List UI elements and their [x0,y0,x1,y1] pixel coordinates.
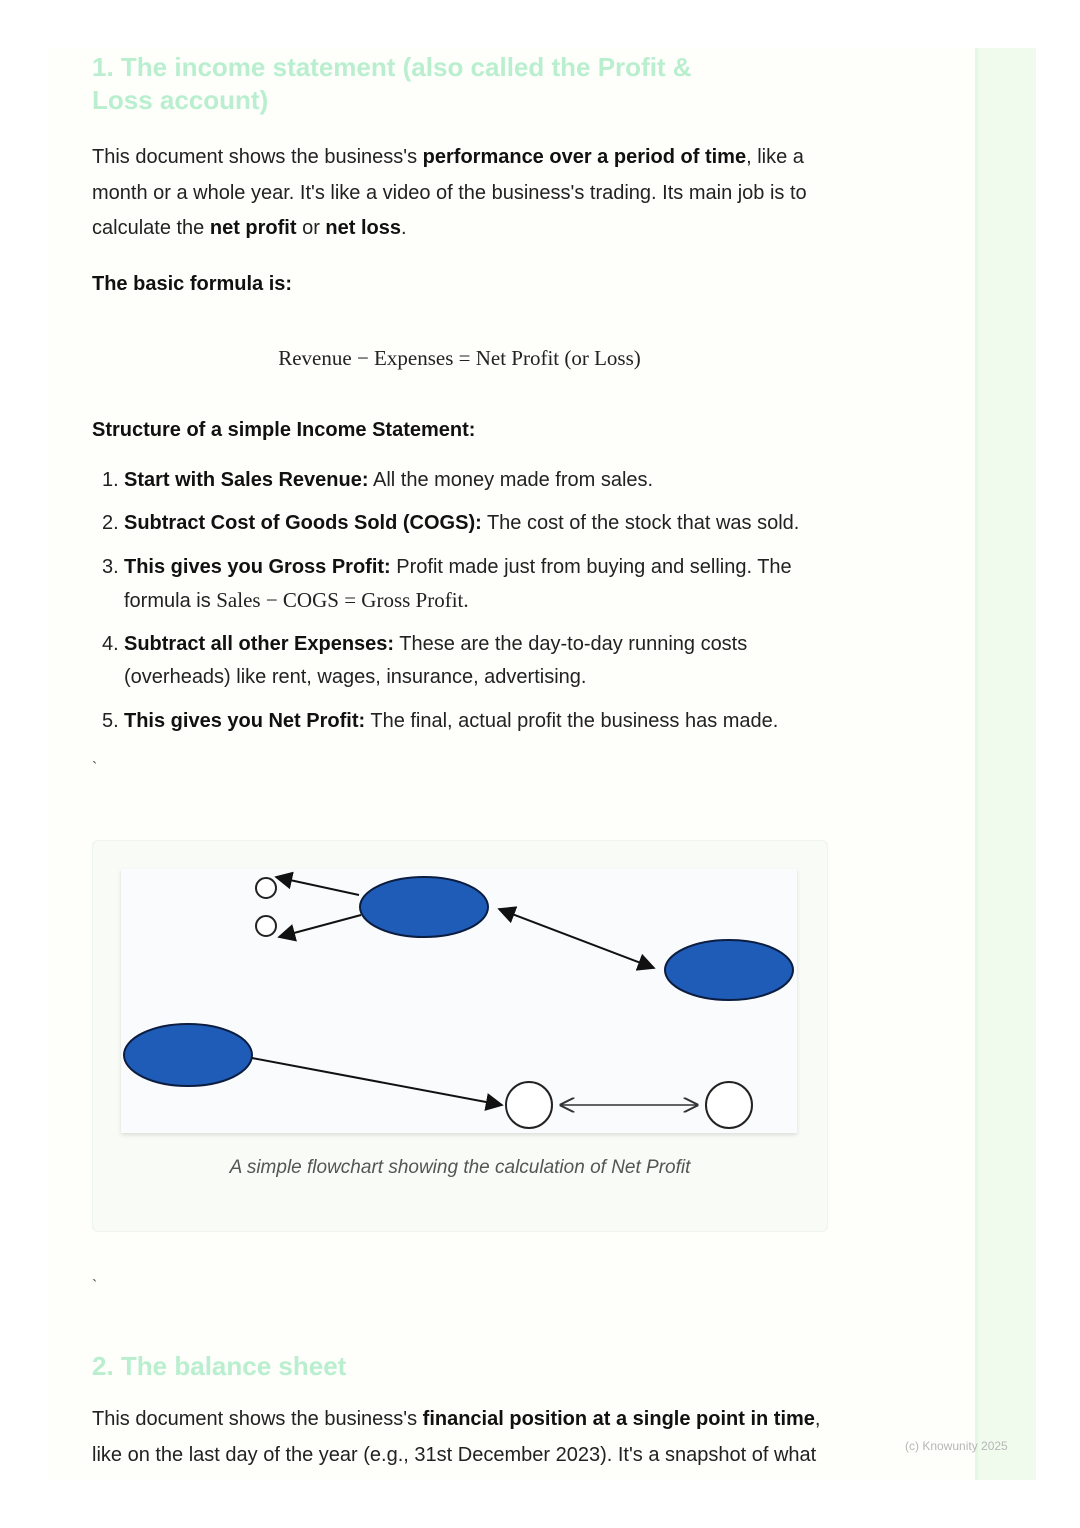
income-statement-intro: This document shows the business's performance over a period of time, like a month or a whole year. It's like a video of the business's trading. Its main job is to calculate the net profit or net loss. [92,146,807,239]
net-profit-formula: Revenue − Expenses = Net Profit (or Loss) [278,345,641,370]
list-item: 2. Subtract Cost of Goods Sold (COGS): The cost of the stock that was sold. [102,512,800,534]
section-heading-income-statement: 1. The income statement (also called the Profit & Loss account) [92,52,692,115]
arrow-left-to-circle [252,1058,502,1105]
tick-mark: ` [92,1278,98,1295]
document-content [92,48,832,748]
side-strip [975,48,1036,1480]
arrow-top-left-lower [279,915,361,937]
structure-label: Structure of a simple Income Statement: [92,418,476,441]
arrow-top-left-upper [276,877,359,895]
figure-caption: A simple flowchart showing the calculation of Net Profit [229,1157,691,1178]
list-item: 1. Start with Sales Revenue: All the money made from sales. [102,468,654,491]
formula-label: The basic formula is: [92,272,293,295]
section-heading-balance-sheet: 2. The balance sheet [92,1351,347,1381]
blue-node-top [360,877,488,937]
list-item: 4. Subtract all other Expenses: These are the day-to-day running costs (overheads) like rent, wages, insurance, advertising. [102,633,748,688]
double-arrow-right [499,909,654,968]
result-node-left [506,1082,552,1128]
small-node-second [256,916,276,936]
result-node-right [706,1082,752,1128]
balance-sheet-intro: This document shows the business's financial position at a single point in time, like on the last day of the year (e.g., 31st December 2023). It's a snapshot of what [92,1408,821,1466]
tick-mark: ` [92,760,98,777]
small-node-top [256,878,276,898]
flowchart-image [121,869,797,1133]
blue-node-left [124,1024,252,1086]
list-item: 3. This gives you Gross Profit: Profit made just from buying and selling. The formula is Sales − COGS = Gross Profit. [102,555,792,612]
structure-steps-list [92,464,832,738]
copyright-notice: (c) Knowunity 2025 [905,1439,1008,1453]
flowchart-diagram [121,869,797,1133]
list-item: 5. This gives you Net Profit: The final, actual profit the business has made. [102,709,779,732]
blue-node-right [665,940,793,1000]
flowchart-figure [92,840,828,1232]
